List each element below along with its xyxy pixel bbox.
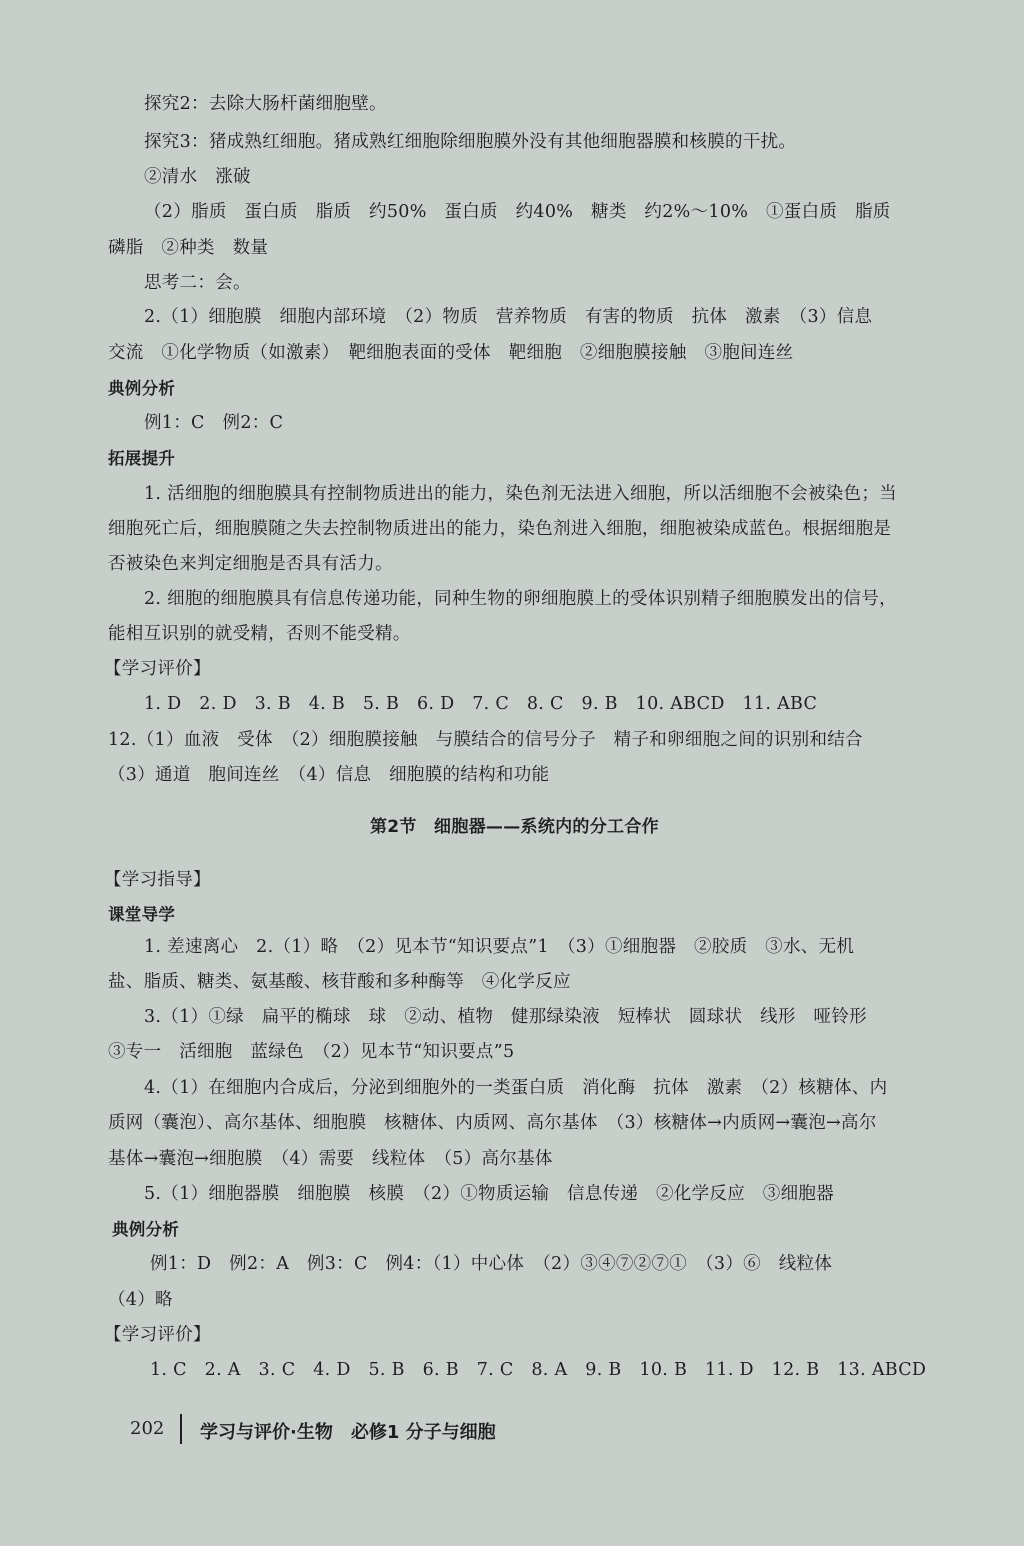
text-line: 3.（1）①绿 扁平的椭球 球 ②动、植物 健那绿染液 短棒状 圆球状 线形 哑铃形 (144, 1007, 867, 1027)
text-line: 探究2：去除大肠杆菌细胞壁。 (144, 94, 387, 114)
section-heading: 【学习评价】 (104, 659, 211, 679)
text-line: 2. 细胞的细胞膜具有信息传递功能，同种生物的卵细胞膜上的受体识别精子细胞膜发出的信号， (144, 589, 897, 609)
section-heading: 【学习指导】 (104, 870, 211, 890)
text-line: 2.（1）细胞膜 细胞内部环境 （2）物质 营养物质 有害的物质 抗体 激素 （3）信息 (144, 307, 873, 327)
section-heading: 典例分析 (112, 1220, 180, 1239)
text-line: 磷脂 ②种类 数量 (108, 238, 269, 258)
text-line: （4）略 (108, 1290, 173, 1310)
page-number: 202 (130, 1418, 165, 1439)
text-line: 否被染色来判定细胞是否具有活力。 (108, 554, 393, 574)
section-heading: 【学习评价】 (104, 1325, 211, 1345)
section-heading: 拓展提升 (108, 449, 176, 468)
text-line: 例1：C 例2：C (144, 413, 284, 433)
text-line: 12.（1）血液 受体 （2）细胞膜接触 与膜结合的信号分子 精子和卵细胞之间的识别和结合 (108, 730, 863, 750)
section-heading: 课堂导学 (108, 905, 176, 924)
text-line: 能相互识别的就受精，否则不能受精。 (108, 624, 411, 644)
text-line: 基体→囊泡→细胞膜 （4）需要 线粒体 （5）高尔基体 (108, 1149, 553, 1169)
text-line: ③专一 活细胞 蓝绿色 （2）见本节“知识要点”5 (108, 1042, 515, 1062)
text-line: 例1：D 例2：A 例3：C 例4：（1）中心体 （2）③④⑦②⑦① （3）⑥ 线粒体 (150, 1254, 833, 1274)
answer-line: 1. D 2. D 3. B 4. B 5. B 6. D 7. C 8. C 9. B 10. ABCD 11. ABC (144, 694, 818, 714)
footer-title: 学习与评价·生物 必修1 分子与细胞 (200, 1422, 496, 1443)
section-title: 第2节 细胞器——系统内的分工合作 (370, 817, 659, 837)
text-line: 4.（1）在细胞内合成后，分泌到细胞外的一类蛋白质 消化酶 抗体 激素 （2）核糖体、内 (144, 1078, 888, 1098)
footer-divider (180, 1414, 182, 1444)
text-line: ②清水 涨破 (144, 167, 251, 187)
text-line: （3）通道 胞间连丝 （4）信息 细胞膜的结构和功能 (108, 765, 550, 785)
text-line: 1. 活细胞的细胞膜具有控制物质进出的能力，染色剂无法进入细胞，所以活细胞不会被染色；当 (144, 484, 897, 504)
text-line: 5.（1）细胞器膜 细胞膜 核膜 （2）①物质运输 信息传递 ②化学反应 ③细胞器 (144, 1184, 835, 1204)
text-line: 盐、脂质、糖类、氨基酸、核苷酸和多种酶等 ④化学反应 (108, 972, 571, 992)
text-line: （2）脂质 蛋白质 脂质 约50% 蛋白质 约40% 糖类 约2%～10% ①蛋白质 脂质 (144, 202, 891, 222)
text-line: 质网（囊泡）、高尔基体、细胞膜 核糖体、内质网、高尔基体 （3）核糖体→内质网→囊泡→高尔 (108, 1113, 877, 1133)
text-line: 1. 差速离心 2.（1）略 （2）见本节“知识要点”1 （3）①细胞器 ②胶质 ③水、无机 (144, 937, 855, 957)
answer-line: 1. C 2. A 3. C 4. D 5. B 6. B 7. C 8. A 9. B 10. B 11. D 12. B 13. ABCD (150, 1360, 927, 1380)
section-heading: 典例分析 (108, 379, 176, 398)
text-line: 思考二：会。 (144, 273, 251, 293)
text-line: 探究3：猪成熟红细胞。猪成熟红细胞除细胞膜外没有其他细胞器膜和核膜的干扰。 (144, 132, 797, 152)
text-line: 交流 ①化学物质（如激素） 靶细胞表面的受体 靶细胞 ②细胞膜接触 ③胞间连丝 (108, 343, 794, 363)
text-line: 细胞死亡后，细胞膜随之失去控制物质进出的能力，染色剂进入细胞，细胞被染成蓝色。根据细胞是 (108, 519, 892, 539)
